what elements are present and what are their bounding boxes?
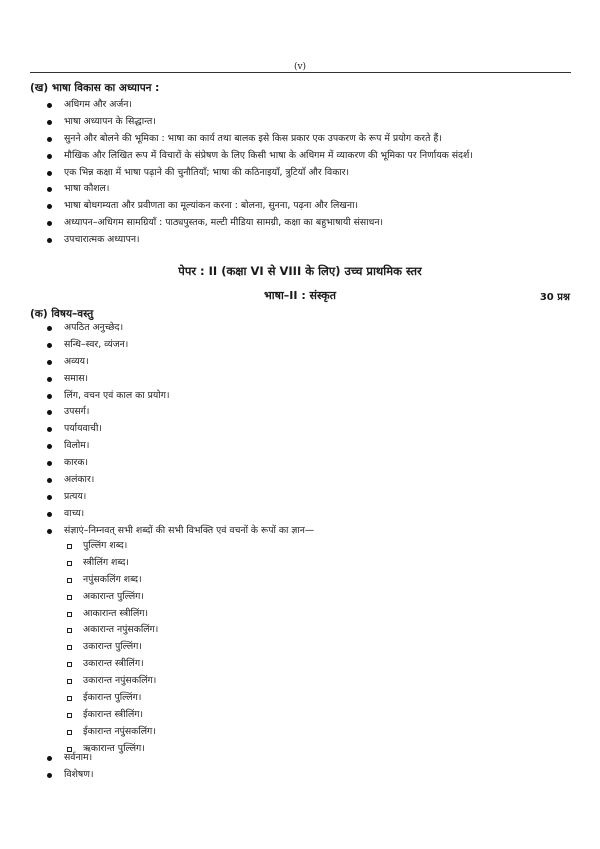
bullet-icon: [47, 137, 52, 142]
bullet-icon: [47, 120, 52, 125]
bullet-icon: [47, 478, 52, 483]
sub-list-item: आकारान्त स्त्रीलिंग।: [83, 606, 158, 623]
square-bullet-icon: [67, 544, 72, 549]
paper-heading: पेपर : II (कक्षा VI से VIII के लिए) उच्च प्राथमिक स्तर: [178, 264, 422, 278]
list-item: समास।: [64, 371, 314, 388]
square-bullet-icon: [67, 578, 72, 583]
bullet-icon: [47, 529, 52, 534]
square-bullet-icon: [67, 561, 72, 566]
bullet-icon: [47, 154, 52, 159]
sub-list-item: स्त्रीलिंग शब्द।: [83, 555, 158, 572]
list-item: अध्यापन–अधिगम सामग्रियाँ : पाठ्यपुस्तक, मल्टी मीडिया सामग्री, कक्षा का बहुभाषायी संसाधन।: [64, 215, 473, 232]
section-heading-language-pedagogy: (ख) भाषा विकास का अध्यापन :: [30, 82, 160, 94]
sub-list-item: अकारान्त पुल्लिंग।: [83, 589, 158, 606]
bullet-icon: [47, 394, 52, 399]
page-number: (v): [293, 62, 307, 72]
sub-list-item: ईकारान्त नपुंसकलिंग।: [83, 724, 158, 741]
list-item: भाषा अध्यापन के सिद्धान्त।: [64, 114, 473, 131]
sub-list-item: उकारान्त पुल्लिंग।: [83, 639, 158, 656]
bullet-icon: [47, 238, 52, 243]
square-bullet-icon: [67, 645, 72, 650]
bullet-icon: [47, 444, 52, 449]
list-item: मौखिक और लिखित रूप में विचारों के संप्रेषण के लिए किसी भाषा के अधिगम में व्याकरण की भूमिका पर निर्णायक संदर्श।: [64, 148, 473, 165]
subject-heading: भाषा–II : संस्कृत: [264, 289, 336, 302]
list-item: विलोम।: [64, 438, 314, 455]
bullet-icon: [47, 495, 52, 500]
list-item: अपठित अनुच्छेद।: [64, 320, 314, 337]
bullet-icon: [47, 360, 52, 365]
question-count: 30 प्रश्न: [539, 292, 570, 303]
sub-list-item: ऋकारान्त पुल्लिंग।: [83, 741, 158, 758]
square-bullet-icon: [67, 595, 72, 600]
bullet-icon: [47, 343, 52, 348]
content-list-continued: [64, 750, 94, 784]
list-item: उपसर्ग।: [64, 404, 314, 421]
header-rule: [30, 72, 571, 73]
square-bullet-icon: [67, 612, 72, 617]
list-item: भाषा कौशल।: [64, 181, 473, 198]
list-item: भाषा बोधगम्यता और प्रवीणता का मूल्यांकन करना : बोलना, सुनना, पढ़ना और लिखना।: [64, 198, 473, 215]
bullet-icon: [47, 221, 52, 226]
square-bullet-icon: [67, 713, 72, 718]
list-item: प्रत्यय।: [64, 489, 314, 506]
square-bullet-icon: [67, 662, 72, 667]
list-item: अव्यय।: [64, 354, 314, 371]
square-bullet-icon: [67, 730, 72, 735]
bullet-icon: [47, 171, 52, 176]
list-item: लिंग, वचन एवं काल का प्रयोग।: [64, 388, 314, 405]
square-bullet-icon: [67, 679, 72, 684]
bullet-icon: [47, 461, 52, 466]
bullet-icon: [47, 410, 52, 415]
sub-list-item: उकारान्त नपुंसकलिंग।: [83, 673, 158, 690]
section-heading-content: (क) विषय–वस्तु: [30, 308, 94, 320]
sub-list-item: ईकारान्त स्त्रीलिंग।: [83, 707, 158, 724]
bullet-icon: [47, 103, 52, 108]
bullet-icon: [47, 756, 52, 761]
pedagogy-list: [64, 97, 473, 249]
noun-forms-sublist: [83, 538, 158, 758]
list-item: सुनने और बोलने की भूमिका : भाषा का कार्य तथा बालक इसे किस प्रकार एक उपकरण के रूप में प्रयोग करते हैं।: [64, 131, 473, 148]
bullet-icon: [47, 773, 52, 778]
bullet-icon: [47, 326, 52, 331]
sub-list-item: नपुंसकलिंग शब्द।: [83, 572, 158, 589]
list-item: कारक।: [64, 455, 314, 472]
list-item: विशेषण।: [64, 767, 94, 784]
list-item: वाच्य।: [64, 506, 314, 523]
content-list: [64, 320, 314, 540]
list-item: सन्धि–स्वर, व्यंजन।: [64, 337, 314, 354]
square-bullet-icon: [67, 696, 72, 701]
bullet-icon: [47, 187, 52, 192]
list-item: अलंकार।: [64, 472, 314, 489]
square-bullet-icon: [67, 628, 72, 633]
sub-list-item: उकारान्त स्त्रीलिंग।: [83, 656, 158, 673]
bullet-icon: [47, 204, 52, 209]
list-item: पर्यायवाची।: [64, 421, 314, 438]
bullet-icon: [47, 512, 52, 517]
bullet-icon: [47, 427, 52, 432]
list-item: एक भिन्न कक्षा में भाषा पढ़ाने की चुनौतियाँ; भाषा की कठिनाइयाँ, त्रुटियाँ और विकार।: [64, 165, 473, 182]
list-item: अधिगम और अर्जन।: [64, 97, 473, 114]
sub-list-item: अकारान्त नपुंसकलिंग।: [83, 622, 158, 639]
list-item: संज्ञाएं–निम्नवत् सभी शब्दों की सभी विभक्ति एवं वचनों के रूपों का ज्ञान—: [64, 523, 314, 540]
list-item: उपचारात्मक अध्यापन।: [64, 232, 473, 249]
bullet-icon: [47, 377, 52, 382]
list-item: सर्वनाम।: [64, 750, 94, 767]
sub-list-item: पुल्लिंग शब्द।: [83, 538, 158, 555]
sub-list-item: ईकारान्त पुल्लिंग।: [83, 690, 158, 707]
